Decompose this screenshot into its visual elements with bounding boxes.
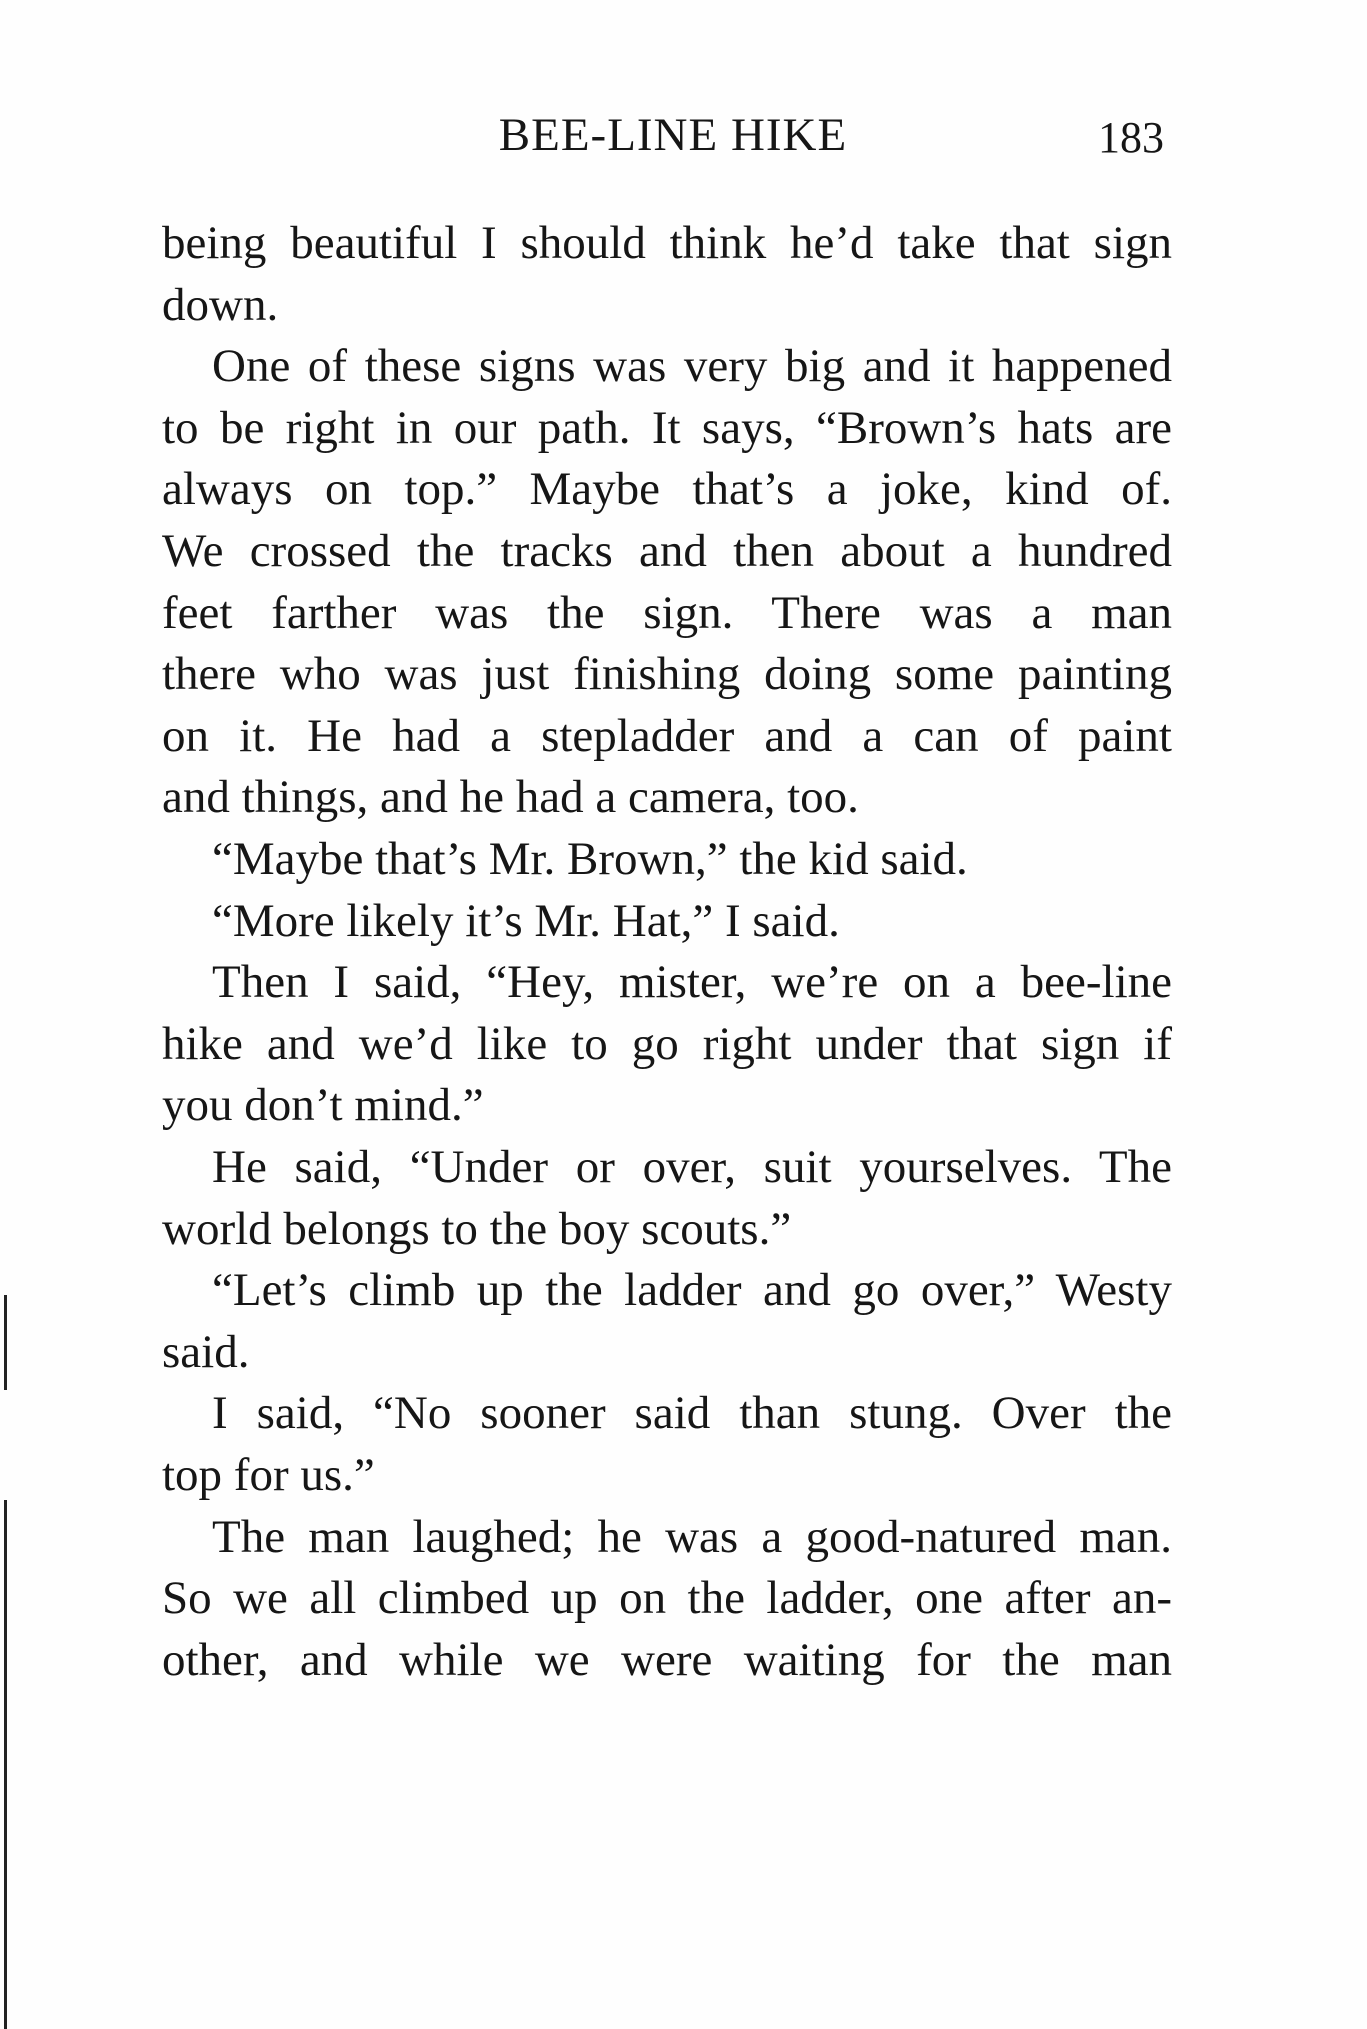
text-line: One of these signs was very big and it happened [212,340,1172,393]
binding-edge-shadow [4,1295,7,1390]
text-line: said. [162,1325,250,1378]
text-line: So we all climbed up on the ladder, one after an- [162,1572,1172,1625]
text-line: hike and we’d like to go right under that sign if [162,1017,1172,1070]
text-line: to be right in our path. It says, “Brown’s hats are [162,401,1172,454]
text-line: feet farther was the sign. There was a man [162,586,1172,639]
text-line: “Maybe that’s Mr. Brown,” the kid said. [212,833,968,885]
running-head: BEE-LINE HIKE [498,109,848,161]
page-header [0,108,1367,178]
text-line: on it. He had a stepladder and a can of paint [162,709,1172,762]
text-line: I said, “No sooner said than stung. Over the [212,1387,1172,1440]
text-line: down. [162,278,279,331]
text-line: top for us.” [162,1449,375,1501]
text-line: The man laughed; he was a good-natured man. [212,1510,1172,1563]
text-line: He said, “Under or over, suit yourselves. The [212,1141,1172,1193]
text-line: Then I said, “Hey, mister, we’re on a bee-line [212,956,1172,1009]
text-line: We crossed the tracks and then about a hundred [162,525,1172,577]
text-line: and things, and he had a camera, too. [162,771,859,824]
text-line: world belongs to the boy scouts.” [162,1202,792,1255]
text-line: “More likely it’s Mr. Hat,” I said. [212,894,840,947]
text-line: there who was just finishing doing some painting [162,648,1172,701]
binding-edge-shadow [4,1500,7,2029]
text-line: being beautiful I should think he’d take that sign [162,217,1172,269]
text-line: other, and while we were waiting for the man [162,1633,1172,1686]
text-line: always on top.” Maybe that’s a joke, kind of. [162,463,1172,516]
text-line: “Let’s climb up the ladder and go over,” Westy [212,1264,1172,1317]
page-number: 183 [1098,113,1164,162]
text-line: you don’t mind.” [162,1079,484,1132]
